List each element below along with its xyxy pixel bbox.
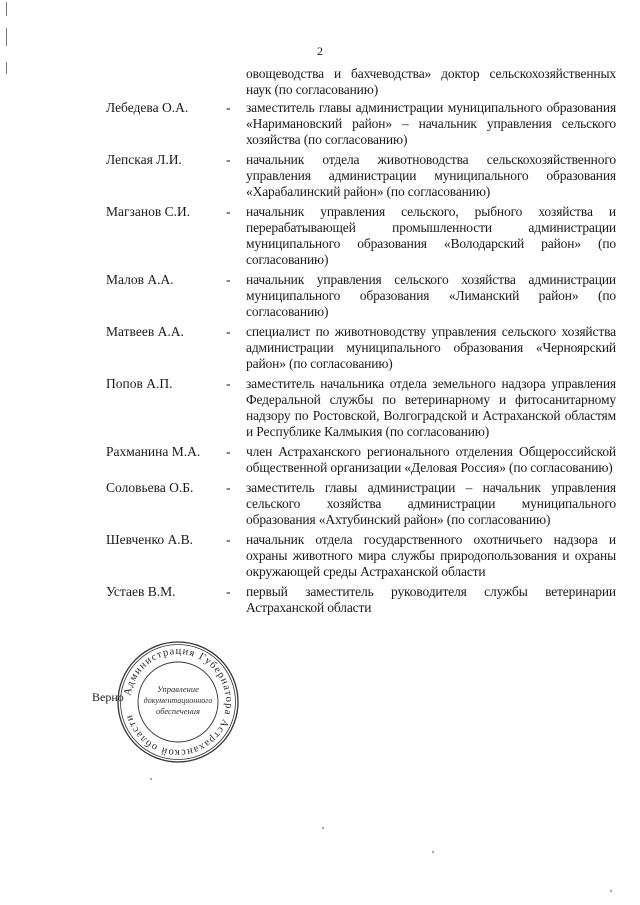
stamp-center-line: обеспечения: [155, 706, 201, 716]
member-role: заместитель начальника отдела земельного надзора управления Федеральной службы по ветеринарному и фитосанитарному надзору по Ростовской, Волгоградской и Астраханской областям и Республике Калмыкия (по согласованию): [246, 376, 616, 439]
member-dash: -: [226, 480, 231, 495]
official-stamp: [116, 640, 240, 764]
list-item: [0, 376, 640, 440]
member-role: начальник управления сельского, рыбного хозяйства и перерабатывающей промышленности администрации муниципального образования «Володарский район» (по согласованию): [246, 204, 616, 267]
member-role: овощеводства и бахчеводства» доктор сельскохозяйственных наук (по согласованию): [246, 66, 616, 97]
member-role: начальник управления сельского хозяйства администрации муниципального образования «Лиманский район» (по согласованию): [246, 272, 616, 319]
member-dash: -: [226, 100, 231, 115]
member-name: Магзанов С.И.: [106, 204, 191, 219]
member-role: заместитель главы администрации – начальник управления сельского хозяйства администрации муниципального образования «Ахтубинский район» (по согласованию): [246, 480, 616, 527]
member-dash: -: [226, 204, 231, 219]
member-role: начальник отдела государственного охотничьего надзора и охраны животного мира службы природопользования и охраны окружающей среды Астраханской области: [246, 532, 616, 579]
list-item: [0, 444, 640, 476]
member-name: Устаев В.М.: [106, 584, 176, 599]
list-item: [0, 204, 640, 268]
list-item: [0, 66, 640, 98]
list-item: [0, 480, 640, 528]
list-item: [0, 152, 640, 200]
scan-speck: [322, 827, 324, 829]
member-role: заместитель главы администрации муниципального образования «Наримановский район» – начальник управления сельского хозяйства (по согласованию): [246, 100, 616, 147]
list-item: [0, 584, 640, 616]
page-number: 2: [317, 44, 323, 58]
member-role: член Астраханского регионального отделения Общероссийской общественной организации «Деловая Россия» (по согласованию): [246, 444, 616, 475]
member-dash: -: [226, 324, 231, 339]
list-item: [0, 272, 640, 320]
stamp-center-line: документационного: [143, 696, 213, 705]
member-name: Лепская Л.И.: [106, 152, 182, 167]
scan-speck: [150, 778, 152, 780]
scan-speck: [432, 851, 434, 853]
stamp-label: Верно: [92, 690, 124, 704]
member-dash: -: [226, 532, 231, 547]
member-role: специалист по животноводству управления сельского хозяйства администрации муниципального образования «Черноярский район» (по согласованию): [246, 324, 616, 371]
member-dash: -: [226, 152, 231, 167]
member-dash: -: [226, 272, 231, 287]
member-name: Лебедева О.А.: [106, 100, 189, 115]
member-role: начальник отдела животноводства сельскохозяйственного управления администрации муниципального образования «Харабалинский район» (по согласованию): [246, 152, 616, 199]
stamp-ring-text: Администрация Губернатора Астраханской области: [122, 645, 235, 759]
list-item: [0, 324, 640, 372]
member-name: Шевченко А.В.: [106, 532, 193, 547]
member-name: Попов А.П.: [106, 376, 173, 391]
list-item: [0, 100, 640, 148]
member-dash: -: [226, 444, 231, 459]
member-name: Малов А.А.: [106, 272, 174, 287]
member-list: [0, 66, 640, 616]
member-name: Соловьева О.Б.: [106, 480, 194, 495]
member-name: Рахманина М.А.: [106, 444, 201, 459]
member-name: Матвеев А.А.: [106, 324, 184, 339]
member-role: первый заместитель руководителя службы ветеринарии Астраханской области: [246, 584, 616, 615]
scan-speck: [610, 890, 612, 892]
stamp-center-line: Управление: [157, 684, 199, 694]
member-dash: -: [226, 376, 231, 391]
member-dash: -: [226, 584, 231, 599]
list-item: [0, 532, 640, 580]
